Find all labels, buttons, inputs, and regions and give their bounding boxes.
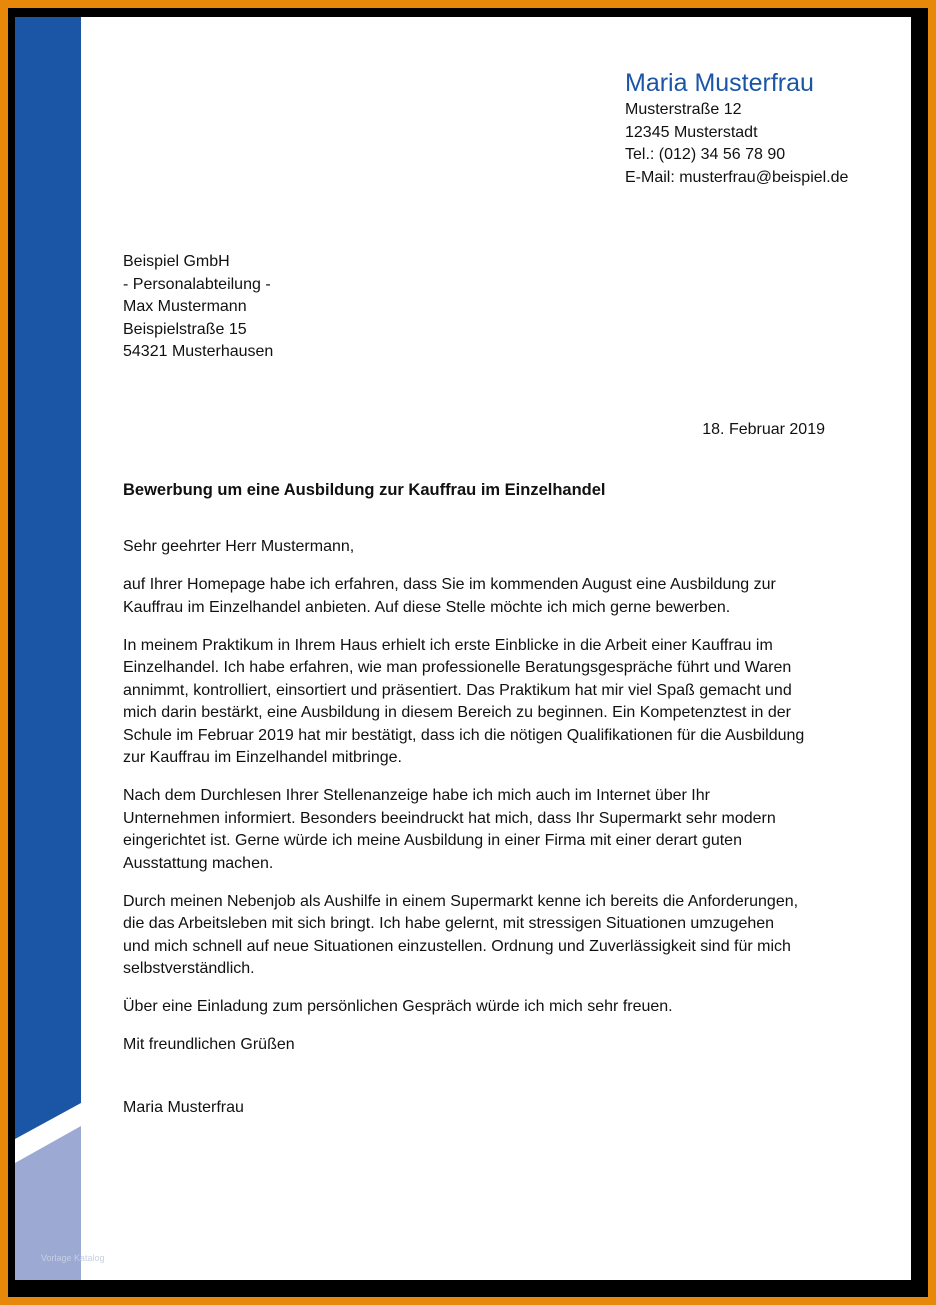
recipient-person: Max Mustermann xyxy=(123,298,247,315)
sender-email: E-Mail: musterfrau@beispiel.de xyxy=(625,168,849,186)
recipient-city: 54321 Musterhausen xyxy=(123,343,274,360)
closing: Mit freundlichen Grüßen xyxy=(123,1036,295,1053)
sender-address xyxy=(625,99,848,189)
salutation: Sehr geehrter Herr Mustermann, xyxy=(123,538,355,555)
decorative-sidebar xyxy=(15,17,81,1280)
sidebar-dark-band xyxy=(15,17,81,1139)
letter-page xyxy=(15,17,911,1280)
recipient-department: - Personalabteilung - xyxy=(123,275,271,293)
letter-date: 18. Februar 2019 xyxy=(702,421,825,438)
signature-name: Maria Musterfrau xyxy=(123,1098,244,1116)
sender-name: Maria Musterfrau xyxy=(625,69,814,97)
body-paragraph-1: auf Ihrer Homepage habe ich erfahren, dass Sie im kommenden August eine Ausbildung zur Kauffrau im Einzelhandel anbieten. Auf diese Stelle möchte ich mich gerne bewerben. xyxy=(123,576,776,616)
sender-street: Musterstraße 12 xyxy=(625,101,742,118)
body-paragraph-3: Nach dem Durchlesen Ihrer Stellenanzeige habe ich mich auch im Internet über Ihr Unternehmen informiert. Besonders beeindruckt hat mich, dass Ihr Supermarkt sehr modern eingerichtet ist. Gerne würde ich meine Ausbildung in einer Firma mit einer derart guten Ausstattung machen. xyxy=(123,787,776,872)
watermark: Vorlage Katalog xyxy=(41,1253,105,1263)
body-paragraph-4: Durch meinen Nebenjob als Aushilfe in einem Supermarkt kenne ich bereits die Anforderungen, die das Arbeitsleben mit sich bringt. Ich habe gelernt, mit stressigen Situationen umzugehen und mich schnell auf neue Situationen einzustellen. Ordnung und Zuverlässigkeit sind für mich selbstverständlich. xyxy=(123,892,799,977)
body-paragraph-5: Über eine Einladung zum persönlichen Gespräch würde ich mich sehr freuen. xyxy=(123,998,673,1015)
body-paragraph-2: In meinem Praktikum in Ihrem Haus erhielt ich erste Einblicke in die Arbeit einer Kauffrau im Einzelhandel. Ich habe erfahren, wie man professionelle Beratungsgespräche führt und Waren annimmt, kontrolliert, einsortiert und präsentiert. Das Praktikum hat mir viel Spaß gemacht und mich darin bestärkt, eine Ausbildung in diesem Bereich zu beginnen. Ein Kompetenztest in der Schule im Februar 2019 hat mir bestätigt, dass ich die nötigen Qualifikationen für die Ausbildung zur Kauffrau im Einzelhandel mitbringe. xyxy=(123,636,805,766)
sender-phone: Tel.: (012) 34 56 78 90 xyxy=(625,146,786,163)
recipient-address xyxy=(123,251,273,364)
recipient-street: Beispielstraße 15 xyxy=(123,320,247,338)
letter-body xyxy=(123,536,843,1135)
letter-subject: Bewerbung um eine Ausbildung zur Kauffrau im Einzelhandel xyxy=(123,481,606,499)
sender-city: 12345 Musterstadt xyxy=(625,123,758,141)
recipient-company: Beispiel GmbH xyxy=(123,253,230,270)
